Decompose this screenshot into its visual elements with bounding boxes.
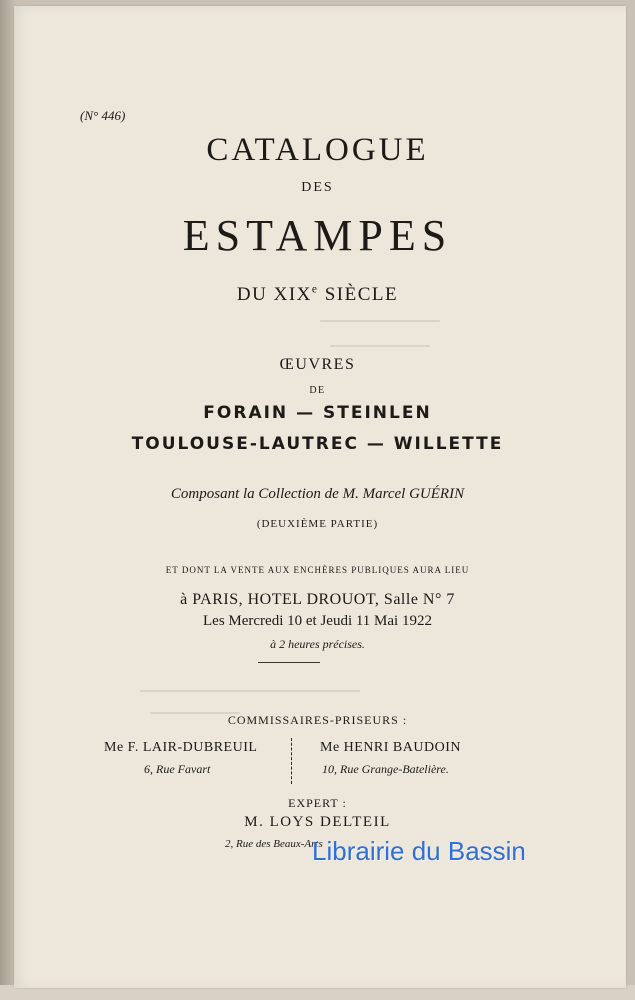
commissaire-left-name: Me F. LAIR-DUBREUIL xyxy=(104,740,258,755)
collection-line: Composant la Collection de M. Marcel GUÉRIN xyxy=(170,486,465,502)
expert-address: 2, Rue des Beaux-Arts xyxy=(225,838,323,850)
commissaires-heading: COMMISSAIRES-PRISEURS : xyxy=(227,713,408,727)
artists-line-2: TOULOUSE-LAUTREC — WILLETTE xyxy=(131,434,504,454)
oeuvres-label: ŒUVRES xyxy=(279,356,356,373)
catalogue-number: (N° 446) xyxy=(80,108,126,123)
bleed-through-mark xyxy=(140,690,360,692)
sale-intro: ET DONT LA VENTE AUX ENCHÈRES PUBLIQUES AURA LIEU xyxy=(165,565,470,575)
artists-line-1: FORAIN — STEINLEN xyxy=(203,403,432,423)
century-prefix: DU XIX xyxy=(236,284,312,305)
century-superscript: e xyxy=(311,283,319,296)
commissaire-left-address: 6, Rue Favart xyxy=(144,762,211,776)
sale-place: à PARIS, HOTEL DROUOT, Salle N° 7 xyxy=(180,591,455,608)
sale-dates: Les Mercredi 10 et Jeudi 11 Mai 1922 xyxy=(203,613,432,629)
century-line xyxy=(0,284,635,306)
partie-line: (DEUXIÈME PARTIE) xyxy=(256,518,379,530)
title-estampes: ESTAMPES xyxy=(182,211,453,260)
bleed-through-mark xyxy=(320,320,440,322)
bleed-through-mark xyxy=(330,345,430,347)
ornamental-rule xyxy=(258,662,320,663)
expert-name: M. LOYS DELTEIL xyxy=(244,814,391,830)
century-suffix: SIÈCLE xyxy=(318,284,399,305)
de-label: DE xyxy=(309,385,326,396)
commissaire-right-name: Me HENRI BAUDOIN xyxy=(320,740,461,755)
commissaire-right-address: 10, Rue Grange-Batelière. xyxy=(322,762,449,776)
commissaire-left xyxy=(104,740,274,777)
expert-heading: EXPERT : xyxy=(288,796,347,810)
title-catalogue: CATALOGUE xyxy=(206,132,429,168)
sale-time: à 2 heures précises. xyxy=(270,637,365,651)
watermark-text: Librairie du Bassin xyxy=(312,836,526,866)
column-divider xyxy=(291,738,292,784)
commissaire-right xyxy=(320,740,500,777)
title-des: DES xyxy=(301,180,334,195)
